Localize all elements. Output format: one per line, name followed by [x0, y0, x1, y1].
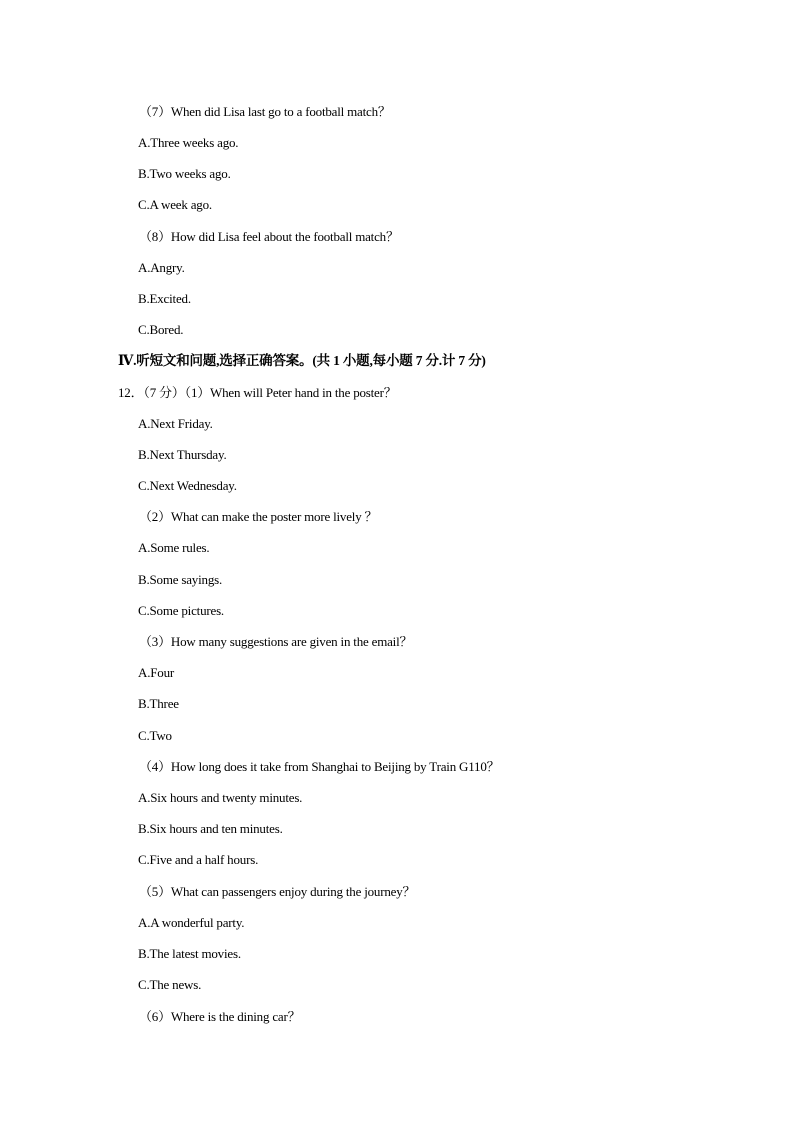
option-b: B.Some sayings. — [138, 572, 223, 587]
option-b: B.Six hours and ten minutes. — [138, 821, 283, 836]
option-a: A.A wonderful party. — [138, 915, 245, 930]
question-7: （7）When did Lisa last go to a football match？ — [139, 104, 391, 119]
option-b: B.Excited. — [138, 291, 191, 306]
option-b: B.Two weeks ago. — [138, 166, 231, 181]
option-b: B.The latest movies. — [138, 946, 241, 961]
sub-question-2: （2）What can make the poster more lively ？ — [139, 509, 378, 524]
option-c: C.Some pictures. — [138, 603, 224, 618]
question-8: （8）How did Lisa feel about the football match？ — [139, 229, 399, 244]
option-c: C.Bored. — [138, 322, 184, 337]
question-12-header: 12．（7 分）（1）When will Peter hand in the poster？ — [118, 385, 397, 400]
sub-question-6: （6）Where is the dining car？ — [139, 1009, 301, 1024]
option-b: B.Three — [138, 696, 179, 711]
option-c: C.Five and a half hours. — [138, 852, 259, 867]
option-c: C.A week ago. — [138, 197, 212, 212]
sub-question-3: （3）How many suggestions are given in the email？ — [139, 634, 413, 649]
option-a: A.Three weeks ago. — [138, 135, 239, 150]
option-b: B.Next Thursday. — [138, 447, 227, 462]
option-a: A.Next Friday. — [138, 416, 213, 431]
option-a: A.Four — [138, 665, 174, 680]
option-a: A.Six hours and twenty minutes. — [138, 790, 303, 805]
option-a: A.Some rules. — [138, 540, 210, 555]
option-a: A.Angry. — [138, 260, 185, 275]
option-c: C.The news. — [138, 977, 202, 992]
option-c: C.Next Wednesday. — [138, 478, 237, 493]
sub-question-4: （4）How long does it take from Shanghai to Beijing by Train G110？ — [139, 759, 500, 774]
option-c: C.Two — [138, 728, 172, 743]
sub-question-5: （5）What can passengers enjoy during the journey？ — [139, 884, 416, 899]
section-heading: Ⅳ.听短文和问题,选择正确答案。(共 1 小题,每小题 7 分.计 7 分) — [118, 353, 486, 368]
